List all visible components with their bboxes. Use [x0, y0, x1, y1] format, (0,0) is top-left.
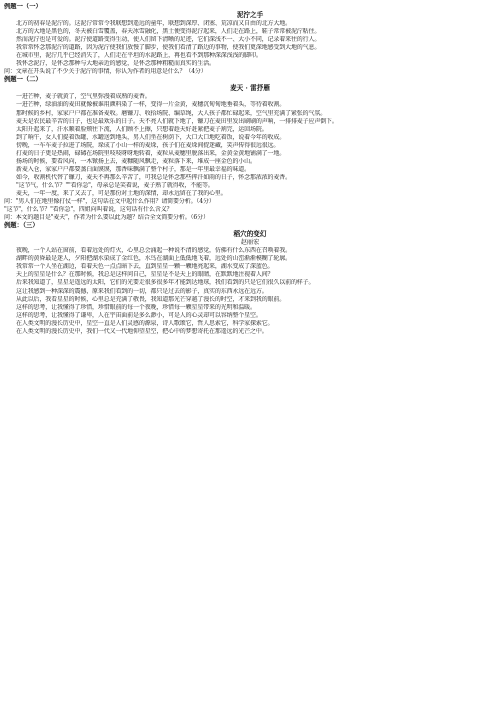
paragraph-line: 夜晚，一个人站在窗前，看着远处的灯火，心里总会涌起一种说不清的感觉，仿佛有什么东西在召唤着我。 — [16, 247, 291, 255]
section-heading: 例题一（二） — [4, 76, 42, 84]
section-heading: 例题：（三） — [4, 222, 39, 230]
paragraph-line: 一进芒种，麦子就黄了，空气里弥漫着成熟的麦香。 — [16, 93, 151, 101]
paragraph-line: 麦天，一年一度，来了又去了，可是那份对土地的深情，却永远留在了我的心里。 — [16, 189, 227, 197]
question-line: 问：文章在开头说了不少关于泥泞的事情，你认为作者的用意是什么？（4分） — [4, 68, 207, 76]
article-title: 稻穴的变幻 — [233, 230, 267, 239]
paragraph-line: 在城市里，泥泞几乎已经消失了，人们走在平坦的水泥路上，再也看不到那种深深浅浅的脚印。 — [16, 52, 262, 60]
paragraph-line: 扬场的时候，要看风向，一木锨扬上去，麦糠随风飘走，麦粒落下来，堆成一座金色的小山。 — [16, 157, 256, 165]
paragraph-line: 然而泥泞也是可爱的。泥泞使道路变得生动，使人们留下清晰的足迹，它们深浅不一、大小不同，记录着来往的行人。 — [16, 36, 321, 44]
paragraph-line: 傍晚，一车车麦子拉进了场院，垛成了小山一样的麦垛，孩子们在麦垛间捉迷藏，笑声传得很远很远。 — [16, 141, 280, 149]
paragraph-line: 如今，收割机代替了镰刀，麦天不再那么辛苦了，可我总是怀念那些挥汗如雨的日子，怀念那浓浓的麦香。 — [16, 173, 291, 181]
paragraph-line: 一进芒种，绿油油的麦田就像被谁用颜料染了一样，变得一片金黄，麦穗沉甸甸地垂着头，等待着收割。 — [16, 101, 286, 109]
paragraph-line: 我常常一个人坐在湖边，看着天色一点点暗下去，直到星星一颗一颗地亮起来，湖水变成了深蓝色。 — [16, 263, 274, 271]
section-heading: 例题一（一） — [4, 3, 42, 10]
paragraph-line: 北方的初春是泥泞的。这泥泞常常令我联想到遥远的童年，联想到深厚、闭塞、荒凉而又自由的北方大地。 — [16, 20, 291, 28]
question-line: 问：本文的题目是"麦天"，作者为什么要以此为题？结合全文简要分析。（6分） — [4, 214, 209, 222]
paragraph-line: 这样的思考，让我懂得了谦卑，人在宇宙面前是多么渺小，可是人的心灵却可以容纳整个星空。 — [16, 311, 262, 319]
paragraph-line: 我常常怀念那泥泞的道路，因为泥泞使我们放慢了脚步，使我们看清了路边的事物，使我们更深地感受到大地的气息。 — [16, 44, 321, 52]
document-page — [4, 3, 496, 703]
paragraph-line: 新麦入仓，家家户户都要蒸白面馍馍，那香味飘满了整个村子，那是一年里最幸福的味道。 — [16, 165, 251, 173]
article-author: 赵丽宏 — [240, 239, 260, 247]
paragraph-line: 那时候的乡村，家家户户都在准备麦收。磨镰刀、收拾场院、编草绳，大人孩子都忙碌起来，空气里充满了紧张的气氛。 — [16, 109, 327, 117]
paragraph-line: 打麦的日子更是热闹，碌碡在场院里吱吱呀呀地转着，麦粒从麦穗里脱落出来，金黄金黄地铺满了一地。 — [16, 149, 286, 157]
article-title: 麦天 · 雷抒雁 — [230, 84, 270, 93]
paragraph-line: 这让我感到一种深深的震撼，原来我们看到的一切，都只是过去的影子，真实的东西永远在远方。 — [16, 287, 268, 295]
paragraph-line: "这节气，什么节？""看你急"，母亲总是笑着说，麦子熟了就得收，不能等。 — [16, 181, 214, 189]
paragraph-line: 从此以后，我看星星的时候，心里总是充满了敬畏，我知道那光芒穿越了漫长的时空，才来到我的眼前。 — [16, 295, 286, 303]
paragraph-line: 我怀念泥泞，是怀念那种与大地亲近的感觉，是怀念那种粗糙而真实的生活。 — [16, 60, 215, 68]
paragraph-line: 这样的思考，让我懂得了珍惜，珍惜眼前的每一个夜晚，珍惜每一颗星星带来的光明和温暖。 — [16, 303, 256, 311]
paragraph-line: 太阳升起来了，汗水顺着脸颊往下流，人们顾不上擦，只想着趁天好赶紧把麦子割完，运回场院。 — [16, 125, 268, 133]
paragraph-line: 到了晌午，女人们提着饭罐、水罐送到地头，男人们坐在树荫下，大口大口地吃着饭，说着今年的收成。 — [16, 133, 286, 141]
question-line: 问："男人们在地里像打仗一样"，这句话在文中起什么作用？请简要分析。（4分） — [4, 198, 215, 206]
paragraph-line: 麦天是农民最辛苦的日子，也是最欢乐的日子。天不亮人们就下地了，镰刀在麦田里发出刷刷的声响，一排排麦子应声倒下。 — [16, 117, 338, 125]
paragraph-line: 湖畔的黄昏最是迷人，夕阳把湖水染成了金红色，水鸟在湖面上低低地飞着，远处的山峦渐渐模糊了轮廓。 — [16, 255, 291, 263]
paragraph-line: 在人类文明的漫长历史中，星空一直是人们灵感的源泉，诗人歌颂它，哲人思索它，科学家探索它。 — [16, 319, 274, 327]
question-line: "这节"，什么节？"看你急"，四姐向叫着说，这句话有什么含义？ — [4, 206, 173, 214]
paragraph-line: 天上的星星是什么？在那时候，我总是这样问自己，星星是不是天上的眼睛，在默默地注视着人间？ — [16, 271, 274, 279]
paragraph-line: 在人类文明的漫长历史中，我们一代又一代地仰望星空，把心中的梦想寄托在那遥远的光芒之中。 — [16, 327, 268, 335]
article-title: 泥泞之手 — [236, 11, 264, 20]
paragraph-line: 北方的大地是黑色的，冬天被白雪覆盖，春天冰雪融化，黑土便变得泥泞起来，人们走在路上，鞋子常常被泥泞粘住。 — [16, 28, 321, 36]
paragraph-line: 后来我知道了，星星是遥远的太阳，它们的光要走很多很多年才能到达地球，我们看到的只是它们很久以前的样子。 — [16, 279, 315, 287]
